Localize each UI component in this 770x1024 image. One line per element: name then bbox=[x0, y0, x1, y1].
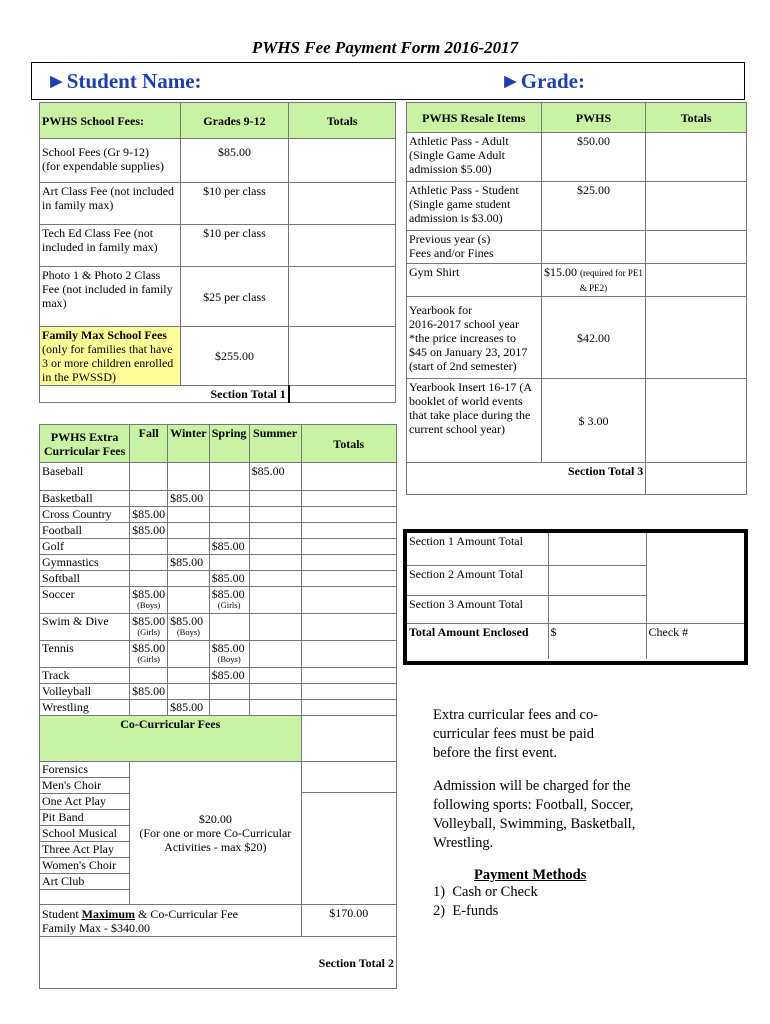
sport-total-cell[interactable] bbox=[301, 587, 397, 614]
cocurricular-item: Women's Choir bbox=[40, 858, 129, 874]
sport-fall-fee: $85.00 (Girls) bbox=[130, 614, 168, 641]
admission-note: Admission will be charged for the following sports: Football, Soccer, Volleyball, Swimming, Basketball, Wrestling. bbox=[433, 778, 636, 851]
sport-winter-fee: $85.00 bbox=[168, 491, 209, 507]
summer-header: Summer bbox=[249, 425, 301, 463]
gym-shirt-note: (required for PE1 & PE2) bbox=[579, 268, 643, 293]
student-max-pre: Student bbox=[42, 906, 82, 921]
school-fees-header: PWHS School Fees: bbox=[40, 103, 181, 139]
sport-total-cell[interactable] bbox=[301, 491, 397, 507]
sport-total-cell[interactable] bbox=[301, 571, 397, 587]
sport-fall-fee: $85.00 (Girls) bbox=[130, 641, 168, 668]
sport-summer-fee bbox=[249, 491, 301, 507]
sport-summer-fee bbox=[249, 571, 301, 587]
sport-summer-fee bbox=[249, 614, 301, 641]
sport-name: Tennis bbox=[40, 641, 130, 668]
section-2-amount-cell[interactable] bbox=[548, 565, 646, 595]
sport-summer-fee bbox=[249, 507, 301, 523]
sport-fall-fee: $85.00 bbox=[130, 523, 168, 539]
sport-summer-fee bbox=[249, 668, 301, 684]
sport-total-cell[interactable] bbox=[301, 641, 397, 668]
resale-item: Athletic Pass - Student (Single game student admission is $3.00) bbox=[407, 182, 542, 231]
resale-total-cell[interactable] bbox=[646, 231, 747, 264]
sport-total-cell[interactable] bbox=[301, 700, 397, 716]
school-fees-table bbox=[39, 102, 396, 403]
payment-method-item: 1) Cash or Check bbox=[433, 884, 538, 900]
sport-fall-fee: $85.00 (Boys) bbox=[130, 587, 168, 614]
section-3-amount-label: Section 3 Amount Total bbox=[407, 595, 548, 623]
sport-winter-fee bbox=[168, 641, 209, 668]
sport-winter-fee bbox=[168, 507, 209, 523]
fee-price: $10 per class bbox=[180, 225, 289, 267]
fee-total-cell[interactable] bbox=[289, 225, 396, 267]
student-name-label: ►Student Name: bbox=[46, 69, 202, 93]
student-name-bar bbox=[31, 62, 745, 100]
section-2-amount-label: Section 2 Amount Total bbox=[407, 565, 548, 595]
sport-spring-fee bbox=[209, 684, 249, 700]
fee-item: Photo 1 & Photo 2 Class Fee (not included in family max) bbox=[40, 267, 181, 327]
cocurricular-total-cell[interactable] bbox=[301, 716, 397, 762]
sport-summer-fee: $85.00 bbox=[249, 463, 301, 491]
fee-price: $10 per class bbox=[180, 183, 289, 225]
sport-total-cell[interactable] bbox=[301, 614, 397, 641]
sport-winter-fee bbox=[168, 539, 209, 555]
fee-total-cell[interactable] bbox=[289, 183, 396, 225]
sport-spring-fee bbox=[209, 555, 249, 571]
cocurricular-price-cell bbox=[130, 762, 301, 905]
cocurricular-item: Pit Band bbox=[40, 810, 129, 826]
total-enclosed-cell[interactable] bbox=[548, 623, 646, 659]
sport-name: Track bbox=[40, 668, 130, 684]
sport-fall-fee bbox=[130, 700, 168, 716]
sport-name: Golf bbox=[40, 539, 130, 555]
amount-totals-box bbox=[403, 529, 748, 665]
family-max-price: $255.00 bbox=[180, 327, 289, 386]
extra-header: PWHS Extra Curricular Fees bbox=[40, 425, 130, 463]
winter-header: Winter bbox=[168, 425, 209, 463]
sport-spring-fee bbox=[209, 507, 249, 523]
sport-summer-fee bbox=[249, 684, 301, 700]
student-max-post: & Co-Curricular Fee bbox=[135, 906, 238, 921]
check-number-cell[interactable] bbox=[646, 623, 744, 659]
resale-item: Gym Shirt bbox=[407, 264, 542, 297]
pwhs-header: PWHS bbox=[541, 103, 646, 133]
fee-item: Art Class Fee (not included in family max) bbox=[40, 183, 181, 225]
sport-name: Football bbox=[40, 523, 130, 539]
section-total-3-cell[interactable] bbox=[646, 463, 747, 495]
cocurricular-list bbox=[40, 762, 130, 905]
cocurricular-item: Art Club bbox=[40, 874, 129, 890]
fall-header: Fall bbox=[130, 425, 168, 463]
section-total-1-cell[interactable] bbox=[289, 386, 396, 403]
sport-winter-fee: $85.00 bbox=[168, 700, 209, 716]
resale-item: Athletic Pass - Adult (Single Game Adult admission $5.00) bbox=[407, 133, 542, 182]
cocurricular-item: School Musical bbox=[40, 826, 129, 842]
sport-summer-fee bbox=[249, 587, 301, 614]
family-max-desc: (only for families that have 3 or more children enrolled in the PWSSD) bbox=[42, 342, 174, 384]
resale-price: $42.00 bbox=[541, 297, 646, 379]
section-total-1-label: Section Total 1 bbox=[180, 386, 289, 403]
sport-fall-fee bbox=[130, 539, 168, 555]
extra-totals-header: Totals bbox=[301, 425, 397, 463]
student-max-price: $170.00 bbox=[301, 905, 397, 937]
student-max-label bbox=[40, 905, 302, 937]
section-total-3-label: Section Total 3 bbox=[541, 463, 646, 495]
resale-total-cell[interactable] bbox=[646, 133, 747, 182]
sport-total-cell[interactable] bbox=[301, 539, 397, 555]
sport-spring-fee: $85.00 bbox=[209, 668, 249, 684]
sport-name: Cross Country bbox=[40, 507, 130, 523]
payment-timing-note: Extra curricular fees and co-curricular fees must be paid before the first event. bbox=[433, 707, 599, 761]
extra-curricular-table bbox=[39, 424, 397, 989]
spring-header: Spring bbox=[209, 425, 249, 463]
grade-label: ►Grade: bbox=[500, 69, 585, 93]
resale-totals-header: Totals bbox=[646, 103, 747, 133]
sport-summer-fee bbox=[249, 523, 301, 539]
sport-fall-fee bbox=[130, 668, 168, 684]
resale-price: $50.00 bbox=[541, 133, 646, 182]
sport-name: Wrestling bbox=[40, 700, 130, 716]
sport-fall-fee bbox=[130, 491, 168, 507]
section-3-amount-cell[interactable] bbox=[548, 595, 646, 623]
cocurricular-item: Three Act Play bbox=[40, 842, 129, 858]
resale-total-cell[interactable] bbox=[646, 264, 747, 297]
resale-price bbox=[541, 264, 646, 297]
resale-item: Yearbook Insert 16-17 (A booklet of world events that take place during the current school year) bbox=[407, 379, 542, 463]
sport-summer-fee bbox=[249, 539, 301, 555]
sport-spring-fee: $85.00 bbox=[209, 539, 249, 555]
section-1-amount-label: Section 1 Amount Total bbox=[407, 533, 548, 565]
sport-spring-fee bbox=[209, 700, 249, 716]
family-max-note: Family Max - $340.00 bbox=[42, 920, 150, 935]
sport-total-cell[interactable] bbox=[301, 555, 397, 571]
dollar-sign: $ bbox=[550, 624, 557, 639]
sport-fall-fee bbox=[130, 571, 168, 587]
resale-header: PWHS Resale Items bbox=[407, 103, 542, 133]
sport-fall-fee: $85.00 bbox=[130, 684, 168, 700]
sport-winter-fee bbox=[168, 684, 209, 700]
resale-price: $25.00 bbox=[541, 182, 646, 231]
resale-item: Yearbook for 2016-2017 school year *the price increases to $45 on January 23, 2017 (start of 2nd semester) bbox=[407, 297, 542, 379]
fee-total-cell[interactable] bbox=[289, 139, 396, 183]
sport-name: Volleyball bbox=[40, 684, 130, 700]
total-enclosed-label: Total Amount Enclosed bbox=[407, 623, 548, 659]
sport-winter-fee bbox=[168, 523, 209, 539]
sport-fall-fee bbox=[130, 555, 168, 571]
payment-methods-list bbox=[433, 883, 538, 921]
sport-total-cell[interactable] bbox=[301, 668, 397, 684]
sport-summer-fee bbox=[249, 700, 301, 716]
cocurricular-header: Co-Curricular Fees bbox=[40, 716, 302, 762]
cocurricular-item: Forensics bbox=[40, 762, 129, 778]
family-max-item bbox=[40, 327, 181, 386]
cocurricular-item: One Act Play bbox=[40, 794, 129, 810]
sport-fall-fee: $85.00 bbox=[130, 507, 168, 523]
sport-name: Swim & Dive bbox=[40, 614, 130, 641]
fee-price: $25 per class bbox=[180, 267, 289, 327]
section-total-2-label: Section Total 2 bbox=[40, 937, 397, 989]
sport-winter-fee bbox=[168, 587, 209, 614]
totals-right-cell bbox=[646, 533, 744, 623]
sport-name: Basketball bbox=[40, 491, 130, 507]
sport-total-cell[interactable] bbox=[301, 507, 397, 523]
cocurricular-desc: (For one or more Co-Curricular Activities - max $20) bbox=[139, 826, 292, 854]
cocurricular-item: Men's Choir bbox=[40, 778, 129, 794]
payment-method-item: 2) E-funds bbox=[433, 903, 499, 919]
form-title: PWHS Fee Payment Form 2016-2017 bbox=[251, 38, 519, 57]
cocurricular-price: $20.00 bbox=[198, 812, 232, 826]
sport-winter-fee bbox=[168, 571, 209, 587]
sport-spring-fee: $85.00 bbox=[209, 571, 249, 587]
resale-total-cell[interactable] bbox=[646, 297, 747, 379]
sport-spring-fee: $85.00 (Boys) bbox=[209, 641, 249, 668]
fee-item: School Fees (Gr 9-12) (for expendable supplies) bbox=[40, 139, 181, 183]
cocurricular-total-cell[interactable] bbox=[301, 762, 397, 905]
student-max-bold: Maximum bbox=[81, 906, 135, 921]
sport-total-cell[interactable] bbox=[301, 463, 397, 491]
resale-total-cell[interactable] bbox=[646, 379, 747, 463]
fee-total-cell[interactable] bbox=[289, 327, 396, 386]
family-max-title: Family Max School Fees bbox=[42, 328, 167, 342]
totals-header: Totals bbox=[289, 103, 396, 139]
payment-methods-title: Payment Methods bbox=[474, 867, 587, 883]
sport-name: Gymnastics bbox=[40, 555, 130, 571]
sport-total-cell[interactable] bbox=[301, 684, 397, 700]
fee-item: Tech Ed Class Fee (not included in family max) bbox=[40, 225, 181, 267]
check-number-label: Check # bbox=[648, 624, 689, 639]
sport-winter-fee: $85.00 (Boys) bbox=[168, 614, 209, 641]
sport-name: Soccer bbox=[40, 587, 130, 614]
sport-winter-fee: $85.00 bbox=[168, 555, 209, 571]
resale-items-table bbox=[406, 102, 747, 495]
sport-name: Baseball bbox=[40, 463, 130, 491]
sport-total-cell[interactable] bbox=[301, 523, 397, 539]
sport-summer-fee bbox=[249, 641, 301, 668]
fee-price: $85.00 bbox=[180, 139, 289, 183]
resale-total-cell[interactable] bbox=[646, 182, 747, 231]
sport-spring-fee bbox=[209, 614, 249, 641]
sport-spring-fee bbox=[209, 523, 249, 539]
resale-item: Previous year (s) Fees and/or Fines bbox=[407, 231, 542, 264]
sport-spring-fee: $85.00 (Girls) bbox=[209, 587, 249, 614]
sport-summer-fee bbox=[249, 555, 301, 571]
resale-price: $ 3.00 bbox=[541, 379, 646, 463]
section-1-amount-cell[interactable] bbox=[548, 533, 646, 565]
sport-winter-fee bbox=[168, 668, 209, 684]
fee-total-cell[interactable] bbox=[289, 267, 396, 327]
grades-header: Grades 9-12 bbox=[180, 103, 289, 139]
sport-name: Softball bbox=[40, 571, 130, 587]
sport-spring-fee bbox=[209, 491, 249, 507]
gym-shirt-price: $15.00 bbox=[543, 265, 577, 279]
